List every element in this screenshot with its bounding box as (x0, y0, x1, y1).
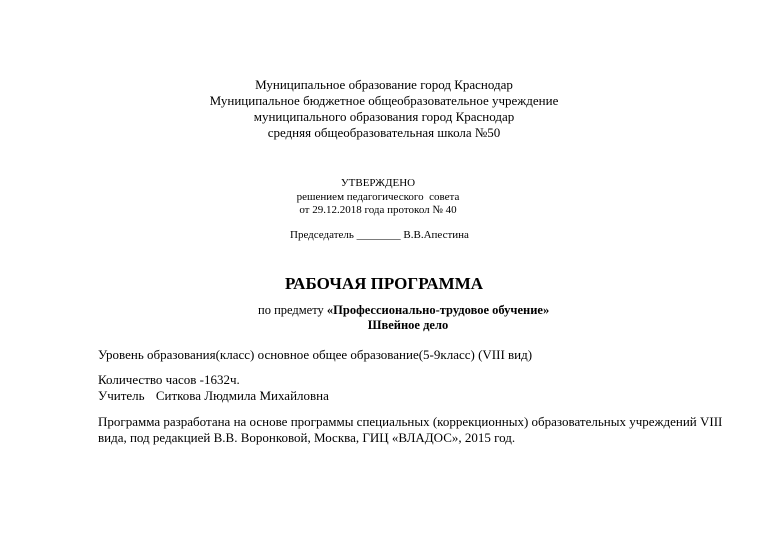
header-line-institution-type: Муниципальное бюджетное общеобразовательное учреждение (209, 93, 559, 108)
program-basis-line-2: вида, под редакцией В.В. Воронковой, Москва, ГИЦ «ВЛАДОС», 2015 год. (98, 430, 516, 445)
subject-prefix: по предмету (258, 303, 327, 317)
header-line-municipal-formation: муниципального образования город Краснодар (253, 109, 515, 124)
subject-section: Швейное дело (367, 318, 449, 332)
approval-stamp (288, 177, 468, 218)
program-basis-paragraph (98, 414, 738, 446)
institution-header (0, 77, 768, 141)
approval-status: УТВЕРЖДЕНО (340, 177, 416, 189)
approval-decision: решением педагогического совета (296, 190, 460, 203)
document-title: РАБОЧАЯ ПРОГРАММА (284, 274, 484, 293)
program-basis-line-1: Программа разработана на основе программы специальных (коррекционных) образовательных учреждений VIII (98, 414, 723, 429)
header-line-school-name: средняя общеобразовательная школа №50 (267, 125, 501, 140)
header-line-municipality: Муниципальное образование город Краснодар (255, 77, 513, 92)
teacher-label: Учитель (98, 388, 145, 403)
hours-count: Количество часов -1632ч. (98, 372, 240, 387)
teacher-line (98, 388, 329, 404)
approval-date-protocol: от 29.12.2018 года протокол № 40 (299, 204, 457, 216)
chairman-signature-line: Председатель ________ В.В.Апестина (290, 229, 469, 241)
teacher-name: Ситкова Людмила Михайловна (155, 388, 329, 403)
education-level: Уровень образования(класс) основное общее образование(5-9класс) (VIII вид) (98, 347, 533, 362)
subject-name: «Профессионально-трудовое обучение» (326, 303, 550, 317)
subject-line (258, 303, 549, 318)
